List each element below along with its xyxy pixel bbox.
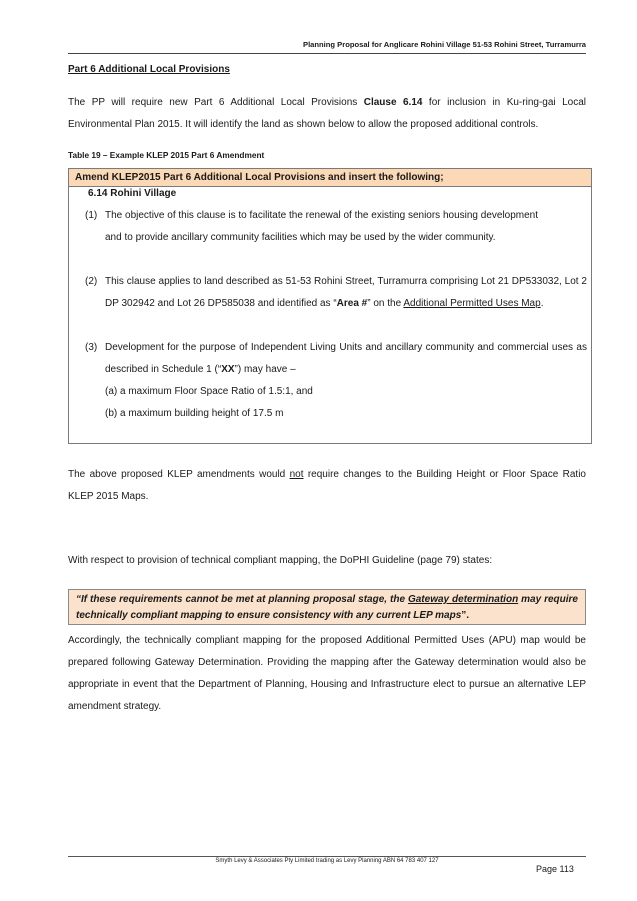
clause-1-line-2: and to provide ancillary community facilities which may be used by the wider community. <box>105 232 496 243</box>
clause-3-body <box>85 337 587 381</box>
page-number: Page 113 <box>536 864 574 874</box>
gateway-determination-link: Gateway determination <box>407 594 519 605</box>
apu-map-link: Additional Permitted Uses Map <box>403 298 541 309</box>
footer-divider <box>68 856 586 857</box>
clause-3-number: (3) <box>85 342 98 353</box>
clause-3-sub-b: (b) a maximum building height of 17.5 m <box>105 408 284 419</box>
guideline-intro: With respect to provision of technical compliant mapping, the DoPHI Guideline (page 79) states: <box>68 555 493 566</box>
clause-1-number: (1) <box>85 210 98 221</box>
guideline-quote <box>68 589 586 625</box>
after-table-text-1: The above proposed KLEP amendments would <box>68 469 290 480</box>
after-table-paragraph <box>68 464 586 508</box>
clause-2-text-2: ” on the <box>367 298 404 309</box>
not-emphasis: not <box>289 469 304 480</box>
after-table-text-2: require changes to the Building Height or Floor Space Ratio KLEP 2015 Maps. <box>68 469 586 502</box>
intro-paragraph <box>68 92 586 136</box>
clause-3-text-2: ”) may have – <box>234 364 296 375</box>
clause-2 <box>85 271 587 315</box>
clause-1 <box>85 205 587 249</box>
table-title: Table 19 – Example KLEP 2015 Part 6 Amendment <box>68 150 265 160</box>
clause-2-number: (2) <box>85 276 98 287</box>
quote-text-1: “If these requirements cannot be met at planning proposal stage, the <box>76 594 408 605</box>
clause-2-text-1: This clause applies to land described as 51-53 Rohini Street, Turramurra comprising Lot 21 DP533032, Lot 2 DP 302942 and Lot 26 DP585038 and identified as “ <box>105 276 587 309</box>
area-label: Area # <box>336 298 368 309</box>
closing-paragraph: Accordingly, the technically compliant mapping for the proposed Additional Permitted Uses (APU) map would be prepared following Gateway Determination. Providing the mapping after the Gateway determination would also be appropriate in event that the Department of Planning, Housing and Infrastructure elect to pursue an alternative LEP amendment strategy. <box>68 635 586 712</box>
clause-1-line-1: The objective of this clause is to facilitate the renewal of the existing seniors housing development <box>105 210 539 221</box>
clause-3 <box>85 337 587 381</box>
amendment-heading: Amend KLEP2015 Part 6 Additional Local Provisions and insert the following; <box>69 169 591 187</box>
clause-3-text-1: Development for the purpose of Independent Living Units and ancillary community and commercial uses as described in Schedule 1 (“ <box>105 342 587 375</box>
clause-title: 6.14 Rohini Village <box>88 188 177 199</box>
clause-3-sub-a: (a) a maximum Floor Space Ratio of 1.5:1, and <box>105 386 313 397</box>
amendment-table <box>68 168 592 444</box>
intro-text-2: for inclusion in Ku-ring-gai Local Environmental Plan 2015. It will identify the land as shown below to allow the proposed additional controls. <box>68 97 586 130</box>
quote-end: ”. <box>461 610 470 621</box>
clause-2-text-3: . <box>540 298 544 309</box>
section-title: Part 6 Additional Local Provisions <box>68 64 230 75</box>
page-header: Planning Proposal for Anglicare Rohini Village 51-53 Rohini Street, Turramurra <box>68 40 586 54</box>
schedule-ref: XX <box>221 364 235 375</box>
quote-text-2: may require technically compliant mapping to ensure consistency with any current LEP maps <box>76 594 578 621</box>
clause-reference: Clause 6.14 <box>363 97 423 108</box>
footer-company: Smyth Levy & Associates Pty Limited trading as Levy Planning ABN 64 783 407 127 <box>215 858 439 864</box>
intro-text-1: The PP will require new Part 6 Additional Local Provisions <box>68 97 364 108</box>
clause-2-body <box>85 271 587 315</box>
